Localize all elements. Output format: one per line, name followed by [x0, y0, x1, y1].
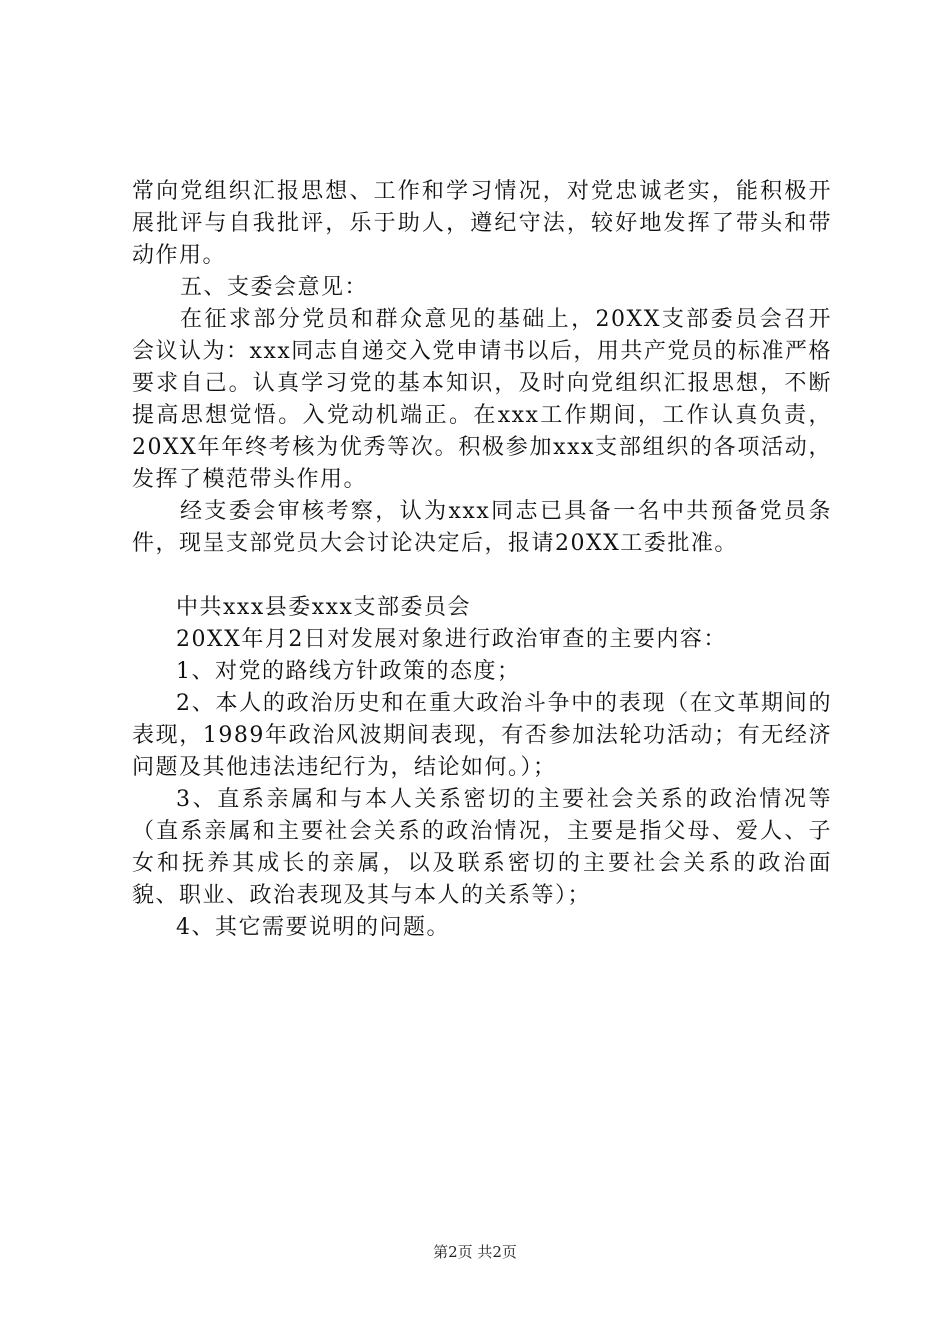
section-heading-committee-opinion: 五、支委会意见： — [180, 275, 369, 300]
blank-line — [132, 560, 832, 592]
paragraph-committee-meeting: 在征求部分党员和群众意见的基础上，20XX支部委员会召开会议认为：xxx同志自递交入党申请书以后，用共产党员的标准严格要求自己。认真学习党的基本知识，及时向党组织汇报思想，不断提高思想觉悟。入党动机端正。在xxx工作期间，工作认真负责，20XX年年终考核为优秀等次。积极参加xxx支部组织的各项活动，发挥了模范带头作用。 — [132, 307, 832, 492]
paragraph-review-intro: 20XX年月2日对发展对象进行政治审查的主要内容： — [176, 627, 727, 652]
list-item-3: 3、直系亲属和与本人关系密切的主要社会关系的政治情况等（直系亲属和主要社会关系的政治情况，主要是指父母、爱人、子女和抚养其成长的亲属，以及联系密切的主要社会关系的政治面貌、职业、政治表现及其与本人的关系等）； — [132, 787, 832, 908]
list-item-1: 1、对党的路线方针政策的态度； — [176, 659, 521, 684]
paragraph-continuation: 常向党组织汇报思想、工作和学习情况，对党忠诚老实，能积极开展批评与自我批评，乐于助人，遵纪守法，较好地发挥了带头和带动作用。 — [132, 179, 832, 268]
document-body — [132, 176, 832, 944]
list-item-2: 2、本人的政治历史和在重大政治斗争中的表现（在文革期间的表现，1989年政治风波期间表现，有否参加法轮功活动；有无经济问题及其他违法违纪行为，结论如何。）； — [132, 691, 832, 780]
page-number-footer: 第2页 共2页 — [433, 1243, 517, 1261]
list-item-4: 4、其它需要说明的问题。 — [176, 915, 450, 940]
paragraph-review-conclusion: 经支委会审核考察，认为xxx同志已具备一名中共预备党员条件，现呈支部党员大会讨论决定后，报请20XX工委批准。 — [132, 499, 832, 556]
signature-committee: 中共xxx县委xxx支部委员会 — [176, 595, 471, 620]
